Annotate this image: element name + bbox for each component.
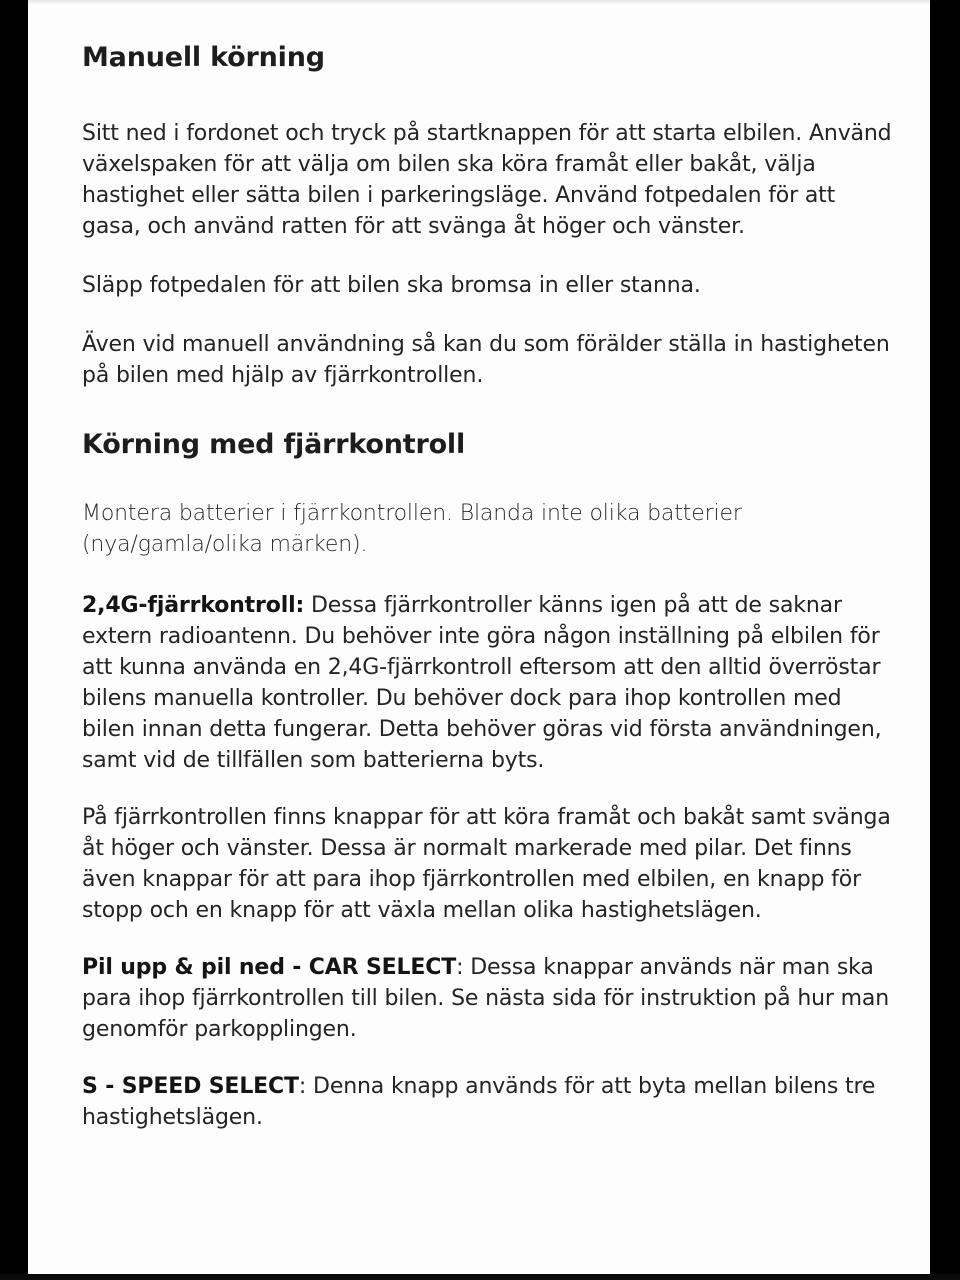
spacer bbox=[82, 74, 894, 118]
paragraph-car-select-body: : Dessa knappar används när man ska para ihop fjärrkontrollen till bilen. Se nästa sida för instruktion på hur man genomför parkopplingen. bbox=[82, 954, 890, 1042]
page-top-shadow bbox=[28, 0, 930, 5]
document-page bbox=[28, 0, 930, 1274]
spacer bbox=[82, 301, 894, 329]
left-black-band bbox=[0, 0, 28, 1280]
spacer bbox=[82, 926, 894, 952]
heading-manuell-korning: Manuell körning bbox=[82, 42, 325, 73]
paragraph-battery-install: Montera batterier i fjärrkontrollen. Blanda inte olika batterier (nya/gamla/olika märken). bbox=[82, 500, 742, 557]
spacer bbox=[82, 1045, 894, 1071]
spacer bbox=[82, 391, 894, 429]
paragraph-manual-driving-intro: Sitt ned i fordonet och tryck på startknappen för att starta elbilen. Använd växelspaken för att välja om bilen ska köra framåt eller bakåt, välja hastighet eller sätta bilen i parkeringsläge. Använd fotpedalen för att gasa, och använd ratten för att svänga åt höger och vänster. bbox=[82, 121, 892, 240]
spacer bbox=[82, 242, 894, 270]
spacer bbox=[82, 776, 894, 802]
label-24g-fjarrkontroll: 2,4G-fjärrkontroll: bbox=[82, 592, 305, 618]
paragraph-speed-select bbox=[82, 1071, 894, 1133]
paragraph-speed-select-body: : Denna knapp används för att byta mellan bilens tre hastighetslägen. bbox=[82, 1073, 876, 1130]
paragraph-remote-buttons: På fjärrkontrollen finns knappar för att köra framåt och bakåt samt svänga åt höger och vänster. Dessa är normalt markerade med pilar. Det finns även knappar för att para ihop fjärrkontrollen med elbilen, en knapp för stopp och en knapp för att växla mellan olika hastighetslägen. bbox=[82, 804, 891, 923]
spacer bbox=[82, 462, 894, 498]
paragraph-24g-remote-body: Dessa fjärrkontroller känns igen på att de saknar extern radioantenn. Du behöver inte göra någon inställning på elbilen för att kunna använda en 2,4G-fjärrkontroll eftersom att den alltid överröstar bilens manuella kontroller. Du behöver dock para ihop kontrollen med bilen innan detta fungerar. Detta behöver göras vid första användningen, samt vid de tillfällen som batterierna byts. bbox=[82, 592, 882, 773]
label-car-select: Pil upp & pil ned - CAR SELECT bbox=[82, 954, 457, 980]
paragraph-car-select bbox=[82, 952, 894, 1045]
paragraph-release-pedal: Släpp fotpedalen för att bilen ska bromsa in eller stanna. bbox=[82, 273, 701, 299]
label-speed-select: S - SPEED SELECT bbox=[82, 1073, 299, 1099]
right-black-band bbox=[930, 0, 960, 1280]
bottom-black-band bbox=[0, 1274, 960, 1280]
spacer bbox=[82, 560, 894, 590]
paragraph-24g-remote bbox=[82, 590, 894, 776]
document-content bbox=[82, 42, 894, 1133]
paragraph-parent-speed-setting: Även vid manuell användning så kan du som förälder ställa in hastigheten på bilen med hjälp av fjärrkontrollen. bbox=[82, 332, 890, 389]
heading-korning-med-fjarrkontroll: Körning med fjärrkontroll bbox=[82, 429, 466, 461]
